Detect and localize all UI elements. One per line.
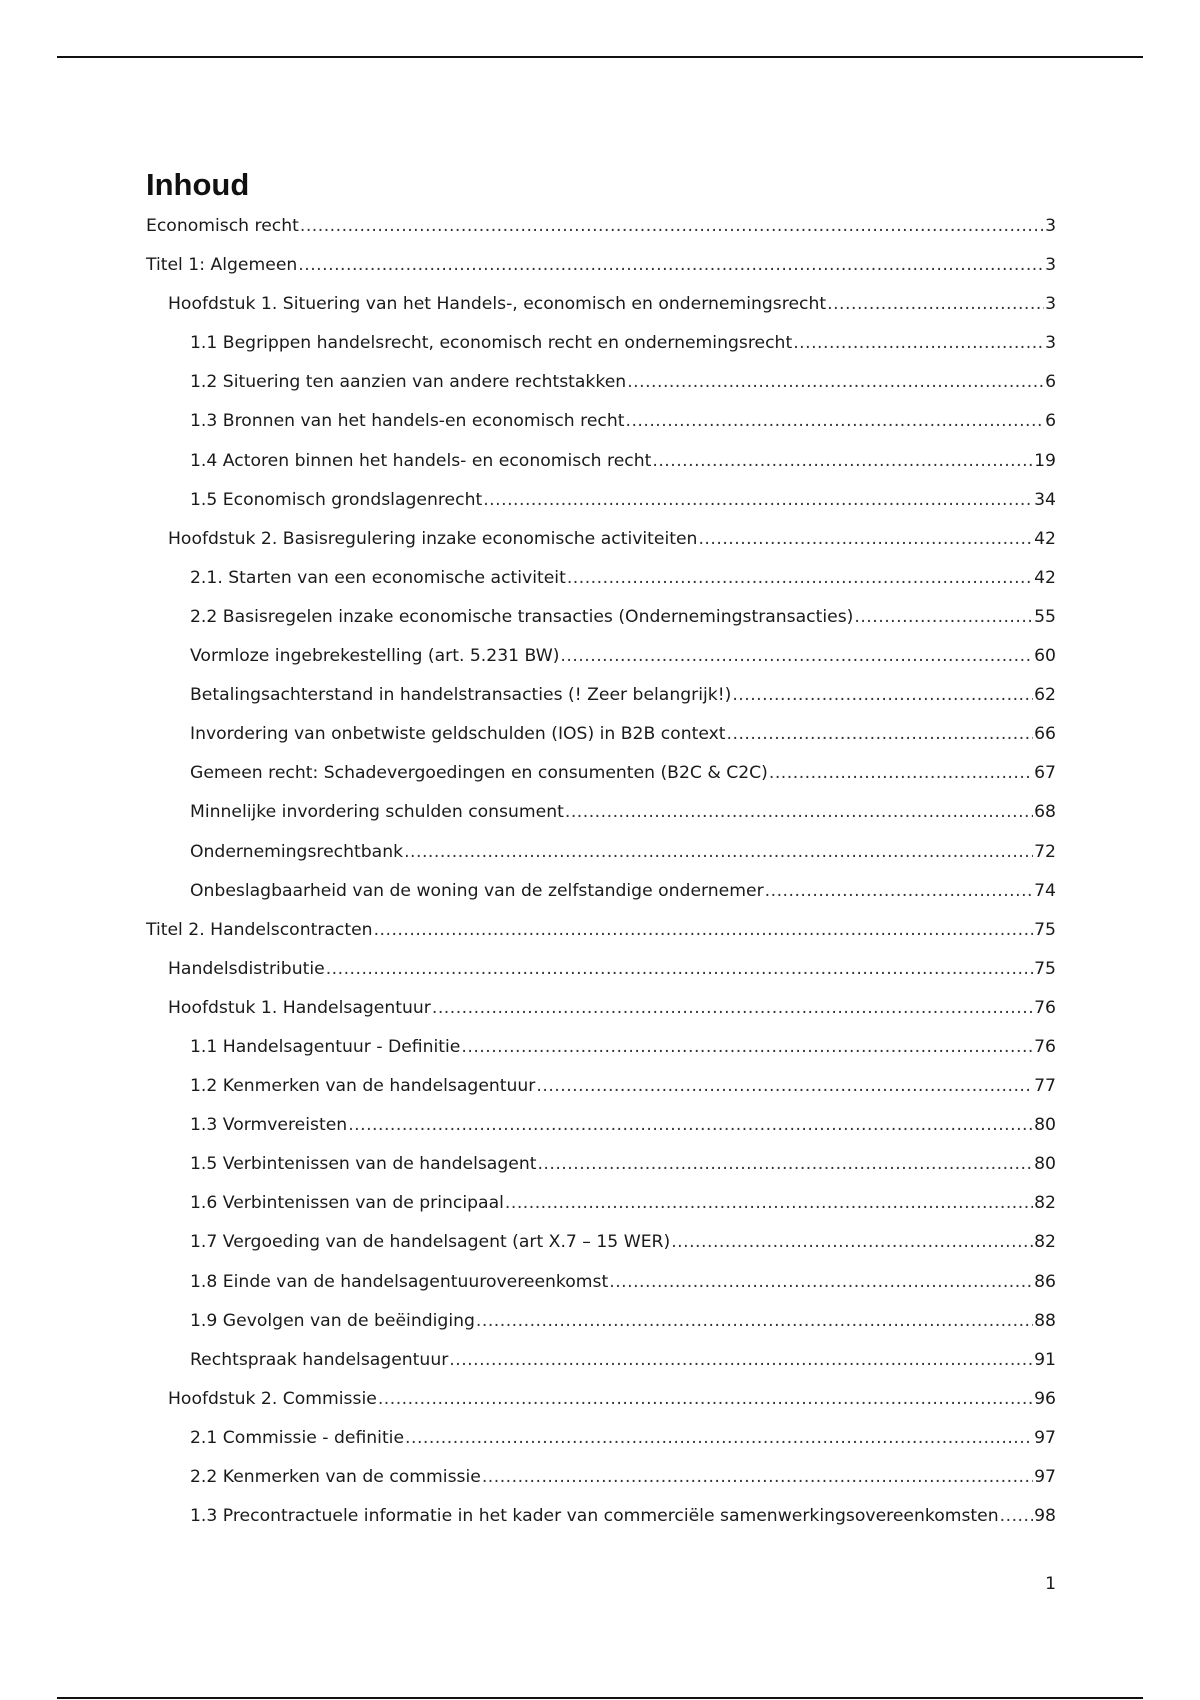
toc-entry-title: 2.2 Kenmerken van de commissie — [190, 1467, 481, 1487]
toc-entry[interactable] — [146, 833, 1056, 872]
toc-entry-title: 1.2 Kenmerken van de handelsagentuur — [190, 1076, 536, 1097]
toc-dot-leader — [827, 285, 1044, 324]
toc-dot-leader — [432, 989, 1033, 1028]
toc-entry[interactable] — [146, 872, 1056, 911]
toc-entry-title: 2.2 Basisregelen inzake economische transacties (Ondernemingstransacties) — [190, 606, 854, 627]
toc-entry[interactable] — [146, 1497, 1056, 1536]
toc-entry-title: Rechtspraak handelsagentuur — [190, 1349, 449, 1370]
toc-entry-title: Hoofdstuk 2. Basisregulering inzake economische activiteiten — [168, 528, 698, 549]
toc-dot-leader — [300, 207, 1044, 246]
toc-entry-title: 1.3 Precontractuele informatie in het kader van commerciële samenwerkingsovereenkomsten — [190, 1506, 999, 1527]
toc-entry-page: 67 — [1034, 763, 1056, 784]
toc-entry-page: 42 — [1034, 567, 1056, 588]
toc-dot-leader — [765, 872, 1033, 911]
footer-rule — [57, 1697, 1143, 1699]
toc-entry-page: 3 — [1045, 333, 1056, 354]
toc-dot-leader — [461, 1028, 1033, 1067]
toc-entry-page: 66 — [1034, 724, 1056, 745]
toc-dot-leader — [449, 1341, 1033, 1380]
toc-entry-page: 82 — [1034, 1232, 1056, 1253]
toc-entry[interactable] — [146, 1028, 1056, 1067]
toc-entry-title: Handelsdistributie — [168, 958, 325, 979]
toc-dot-leader — [625, 402, 1044, 441]
toc-entry-page: 6 — [1045, 372, 1056, 393]
toc-entry-page: 55 — [1034, 606, 1056, 627]
toc-dot-leader — [326, 950, 1033, 989]
toc-entry[interactable] — [146, 481, 1056, 520]
toc-entry-page: 80 — [1034, 1115, 1056, 1136]
toc-entry[interactable] — [146, 598, 1056, 637]
toc-entry-title: Ondernemingsrechtbank — [190, 841, 404, 862]
toc-entry-page: 62 — [1034, 685, 1056, 706]
toc-entry[interactable] — [146, 520, 1056, 559]
document-page — [146, 165, 1056, 1536]
toc-entry-page: 72 — [1034, 841, 1056, 862]
toc-entry-title: 1.3 Bronnen van het handels-en economisch recht — [190, 411, 625, 432]
toc-entry-page: 97 — [1034, 1427, 1056, 1448]
toc-entry-page: 68 — [1034, 802, 1056, 823]
toc-entry-title: 1.7 Vergoeding van de handelsagent (art X.7 – 15 WER) — [190, 1232, 671, 1253]
toc-entry-title: 1.4 Actoren binnen het handels- en economisch recht — [190, 450, 652, 471]
toc-entry-title: 1.5 Economisch grondslagenrecht — [190, 489, 483, 510]
toc-entry-title: Vormloze ingebrekestelling (art. 5.231 BW) — [190, 646, 560, 667]
toc-entry-page: 75 — [1034, 919, 1056, 940]
toc-entry-title: Titel 1: Algemeen — [146, 255, 298, 276]
toc-entry[interactable] — [146, 285, 1056, 324]
table-of-contents — [146, 207, 1056, 1536]
toc-entry-title: Betalingsachterstand in handelstransacties (! Zeer belangrijk!) — [190, 685, 732, 706]
toc-dot-leader — [698, 520, 1033, 559]
toc-dot-leader — [560, 637, 1033, 676]
toc-entry[interactable] — [146, 754, 1056, 793]
toc-dot-leader — [537, 1145, 1033, 1184]
toc-entry[interactable] — [146, 1341, 1056, 1380]
toc-dot-leader — [627, 363, 1044, 402]
page-number: 1 — [1045, 1574, 1056, 1594]
toc-entry[interactable] — [146, 1067, 1056, 1106]
toc-entry-page: 42 — [1034, 528, 1056, 549]
toc-entry-title: Hoofdstuk 1. Handelsagentuur — [168, 997, 431, 1018]
toc-entry[interactable] — [146, 324, 1056, 363]
toc-heading: Inhoud — [146, 167, 250, 202]
toc-dot-leader — [652, 442, 1033, 481]
toc-entry[interactable] — [146, 442, 1056, 481]
toc-entry-page: 96 — [1034, 1388, 1056, 1409]
toc-entry[interactable] — [146, 676, 1056, 715]
toc-dot-leader — [404, 833, 1033, 872]
toc-dot-leader — [727, 715, 1034, 754]
toc-entry-page: 98 — [1034, 1506, 1056, 1527]
toc-dot-leader — [405, 1419, 1033, 1458]
toc-entry-page: 91 — [1034, 1349, 1056, 1370]
toc-entry[interactable] — [146, 989, 1056, 1028]
toc-dot-leader — [482, 1458, 1033, 1497]
toc-entry[interactable] — [146, 246, 1056, 285]
toc-entry[interactable] — [146, 1145, 1056, 1184]
toc-entry-title: 2.1 Commissie - definitie — [190, 1427, 405, 1448]
toc-entry-title: Hoofdstuk 2. Commissie — [168, 1388, 377, 1409]
toc-entry-title: Titel 2. Handelscontracten — [146, 919, 373, 940]
toc-entry[interactable] — [146, 1302, 1056, 1341]
toc-entry[interactable] — [146, 1223, 1056, 1262]
toc-entry-title: Gemeen recht: Schadevergoedingen en consumenten (B2C & C2C) — [190, 763, 768, 784]
toc-entry[interactable] — [146, 207, 1056, 246]
toc-dot-leader — [536, 1067, 1033, 1106]
toc-entry-title: 1.6 Verbintenissen van de principaal — [190, 1193, 504, 1214]
toc-entry-page: 82 — [1034, 1193, 1056, 1214]
toc-entry-page: 75 — [1034, 958, 1056, 979]
toc-dot-leader — [769, 754, 1033, 793]
toc-entry[interactable] — [146, 1419, 1056, 1458]
toc-entry-title: 1.1 Handelsagentuur - Definitie — [190, 1036, 461, 1057]
toc-dot-leader — [348, 1106, 1033, 1145]
toc-dot-leader — [1000, 1497, 1033, 1536]
toc-dot-leader — [854, 598, 1033, 637]
toc-entry-page: 3 — [1045, 294, 1056, 315]
toc-dot-leader — [671, 1223, 1033, 1262]
toc-entry[interactable] — [146, 402, 1056, 441]
toc-entry-page: 19 — [1034, 450, 1056, 471]
toc-entry[interactable] — [146, 1380, 1056, 1419]
toc-entry[interactable] — [146, 637, 1056, 676]
toc-entry-page: 80 — [1034, 1154, 1056, 1175]
toc-dot-leader — [793, 324, 1044, 363]
toc-entry-title: 1.9 Gevolgen van de beëindiging — [190, 1310, 475, 1331]
toc-entry[interactable] — [146, 1458, 1056, 1497]
toc-entry-page: 77 — [1034, 1076, 1056, 1097]
toc-entry-page: 97 — [1034, 1467, 1056, 1487]
toc-entry-title: Onbeslagbaarheid van de woning van de zelfstandige ondernemer — [190, 880, 764, 901]
toc-entry-page: 34 — [1034, 489, 1056, 510]
toc-entry-title: Invordering van onbetwiste geldschulden (IOS) in B2B context — [190, 724, 726, 745]
toc-entry[interactable] — [146, 1184, 1056, 1223]
toc-dot-leader — [378, 1380, 1033, 1419]
toc-entry-page: 6 — [1045, 411, 1056, 432]
toc-entry[interactable] — [146, 911, 1056, 950]
toc-dot-leader — [732, 676, 1033, 715]
toc-entry-page: 3 — [1045, 255, 1056, 276]
toc-dot-leader — [298, 246, 1044, 285]
toc-entry-title: Hoofdstuk 1. Situering van het Handels-, economisch en ondernemingsrecht — [168, 294, 827, 315]
toc-entry-title: 1.3 Vormvereisten — [190, 1115, 348, 1136]
toc-entry-page: 60 — [1034, 646, 1056, 667]
toc-entry-title: Economisch recht — [146, 216, 299, 236]
toc-dot-leader — [374, 911, 1034, 950]
toc-entry[interactable] — [146, 363, 1056, 402]
toc-entry[interactable] — [146, 950, 1056, 989]
toc-entry-title: 1.1 Begrippen handelsrecht, economisch recht en ondernemingsrecht — [190, 333, 793, 354]
toc-entry[interactable] — [146, 715, 1056, 754]
toc-entry[interactable] — [146, 1263, 1056, 1302]
toc-entry-title: 1.8 Einde van de handelsagentuurovereenkomst — [190, 1271, 609, 1292]
toc-dot-leader — [565, 793, 1033, 832]
toc-dot-leader — [483, 481, 1033, 520]
toc-entry-title: 1.2 Situering ten aanzien van andere rechtstakken — [190, 372, 627, 393]
toc-entry[interactable] — [146, 793, 1056, 832]
toc-entry-page: 86 — [1034, 1271, 1056, 1292]
toc-entry[interactable] — [146, 559, 1056, 598]
toc-dot-leader — [609, 1263, 1033, 1302]
toc-entry-title: 1.5 Verbintenissen van de handelsagent — [190, 1154, 537, 1175]
toc-dot-leader — [476, 1302, 1033, 1341]
toc-entry-title: 2.1. Starten van een economische activiteit — [190, 567, 566, 588]
toc-entry-page: 76 — [1034, 997, 1056, 1018]
header-rule — [57, 56, 1143, 58]
toc-dot-leader — [567, 559, 1033, 598]
toc-entry-title: Minnelijke invordering schulden consument — [190, 802, 564, 823]
toc-dot-leader — [505, 1184, 1033, 1223]
toc-entry[interactable] — [146, 1106, 1056, 1145]
toc-entry-page: 74 — [1034, 880, 1056, 901]
toc-entry-page: 88 — [1034, 1310, 1056, 1331]
toc-entry-page: 3 — [1045, 216, 1056, 236]
toc-entry-page: 76 — [1034, 1036, 1056, 1057]
